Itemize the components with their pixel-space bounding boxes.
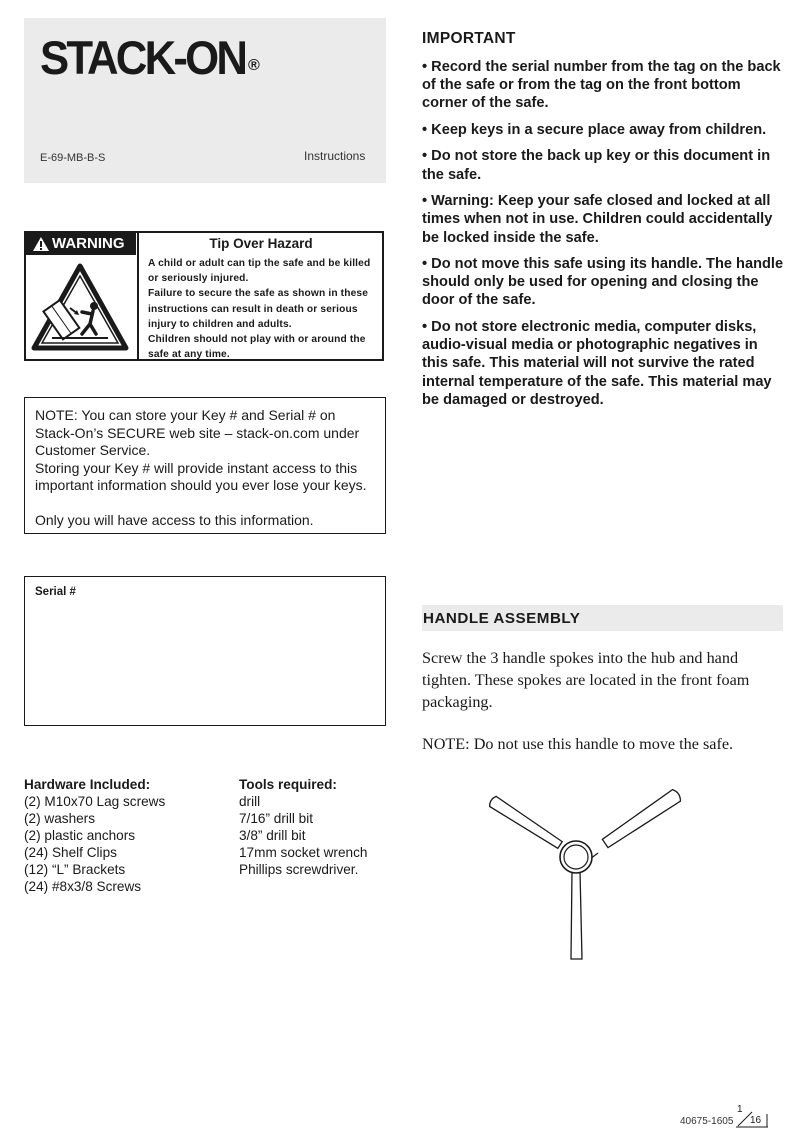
list-item: • Do not store electronic media, computer disks, audio-visual media or photographic negatives in this safe. This material will not survive the rated internal temperature of the safe. This material may be damaged or destroyed. xyxy=(422,318,772,408)
handle-assembly-heading: HANDLE ASSEMBLY xyxy=(423,610,581,627)
list-item: 3/8” drill bit xyxy=(239,828,306,843)
warning-triangle-icon xyxy=(32,236,50,252)
list-item: (24) #8x3/8 Screws xyxy=(24,879,142,894)
list-item: (2) plastic anchors xyxy=(24,828,136,843)
list-item: 17mm socket wrench xyxy=(239,845,368,860)
list-item: • Keep keys in a secure place away from children. xyxy=(422,121,767,138)
warning-label: WARNING xyxy=(52,235,125,252)
list-item: (2) M10x70 Lag screws xyxy=(24,794,166,809)
model-number: E-69-MB-B-S xyxy=(40,152,106,164)
tools-title: Tools required: xyxy=(239,777,337,792)
handle-assembly-text: Screw the 3 handle spokes into the hub and hand tighten. These spokes are located in the front foam packaging. xyxy=(422,649,750,711)
warning-body xyxy=(148,256,380,362)
list-item: • Do not move this safe using its handle. The handle should only be used for opening and closing the door of the safe. xyxy=(422,256,784,309)
document-type: Instructions xyxy=(304,149,366,163)
hardware-list xyxy=(24,776,165,895)
warning-label-banner xyxy=(26,233,136,255)
list-item: • Do not store the back up key or this document in the safe. xyxy=(422,148,771,183)
total-pages: 16 xyxy=(750,1115,762,1126)
stack-on-logo: STACK-ON xyxy=(40,31,246,84)
handle-assembly-illustration xyxy=(470,775,710,975)
list-item: (12) “L” Brackets xyxy=(24,862,126,877)
current-page: 1 xyxy=(737,1104,743,1115)
list-item: • Record the serial number from the tag on the back of the safe or from the tag on the front bottom corner of the safe. xyxy=(422,59,781,112)
serial-number-field xyxy=(24,576,386,726)
important-heading: IMPORTANT xyxy=(422,30,516,47)
list-item: • Warning: Keep your safe closed and locked at all times when not in use. Children could accidentally be locked inside the safe. xyxy=(422,193,773,246)
warning-divider xyxy=(137,233,139,359)
warning-line: Failure to secure the safe as shown in these instructions can result in death or serious injury to children and adults. xyxy=(148,288,369,330)
handle-assembly-note: NOTE: Do not use this handle to move the safe. xyxy=(422,735,734,753)
list-item: drill xyxy=(239,794,261,809)
hardware-title: Hardware Included: xyxy=(24,777,151,792)
important-list xyxy=(422,58,787,417)
list-item: (24) Shelf Clips xyxy=(24,845,117,860)
tip-over-hazard-icon xyxy=(30,262,130,352)
list-item: (2) washers xyxy=(24,811,96,826)
serial-label: Serial # xyxy=(35,586,76,598)
note-box xyxy=(24,397,386,534)
note-paragraph: NOTE: You can store your Key # and Serial # on Stack-On’s SECURE web site – stack-on.com under Customer Service. xyxy=(35,407,360,458)
registered-mark: ® xyxy=(248,57,260,74)
warning-title: Tip Over Hazard xyxy=(209,236,313,251)
note-paragraph: Only you will have access to this information. xyxy=(35,511,314,528)
document-code: 40675-1605 xyxy=(680,1116,734,1127)
warning-line: A child or adult can tip the safe and be killed or seriously injured. xyxy=(148,258,371,285)
note-paragraph: Storing your Key # will provide instant access to this important information should you ever lose your keys. xyxy=(35,459,367,493)
tools-list xyxy=(239,776,367,878)
list-item: Phillips screwdriver. xyxy=(239,862,359,877)
warning-line: Children should not play with or around the safe at any time. xyxy=(148,334,366,361)
list-item: 7/16” drill bit xyxy=(239,811,314,826)
